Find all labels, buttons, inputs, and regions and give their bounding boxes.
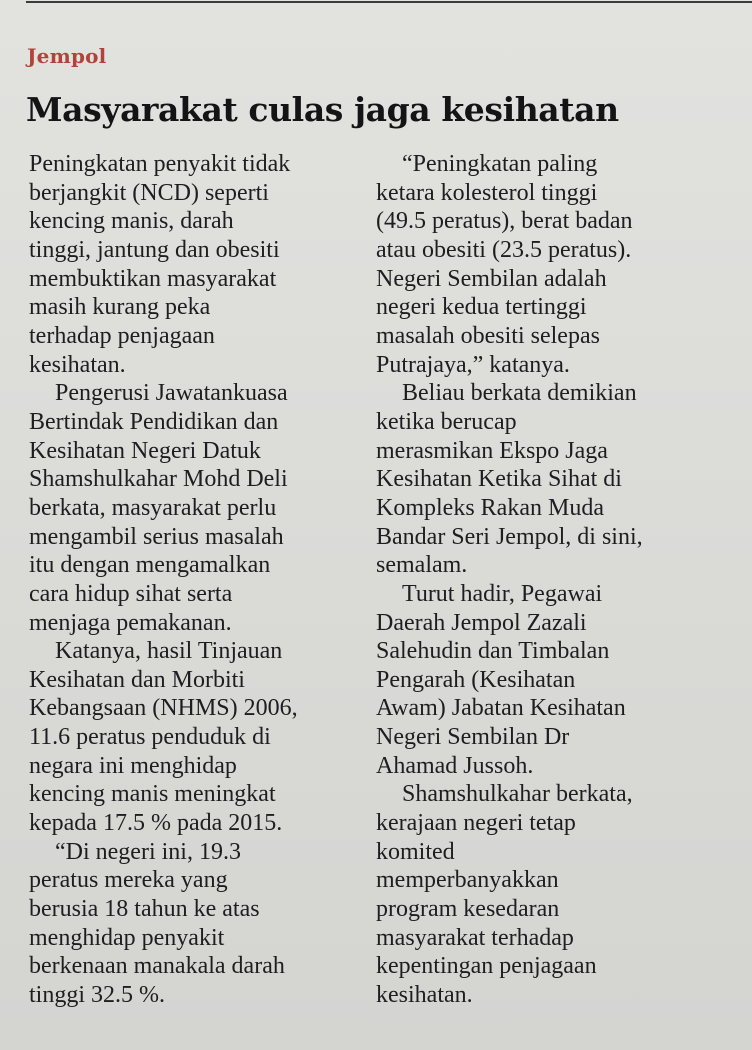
text-line: Pengerusi Jawatankuasa xyxy=(55,380,288,407)
text-line: “Peningkatan paling xyxy=(402,151,598,177)
article-paragraph xyxy=(376,580,736,781)
text-line: Shamshulkahar Mohd Deli xyxy=(29,466,288,493)
text-line: Kesihatan Negeri Datuk xyxy=(29,437,261,464)
article-paragraph xyxy=(29,838,369,1010)
text-line: berusia 18 tahun ke atas xyxy=(29,896,260,923)
text-line: Kesihatan dan Morbiti xyxy=(29,666,245,693)
text-line: negara ini menghidap xyxy=(29,752,237,779)
text-line: ketara kolesterol tinggi xyxy=(376,179,598,206)
text-line: Negeri Sembilan adalah xyxy=(376,265,607,292)
text-line: merasmikan Ekspo Jaga xyxy=(376,437,608,464)
article-paragraph xyxy=(376,780,736,1009)
text-line: cara hidup sihat serta xyxy=(29,580,233,607)
text-line: tinggi 32.5 %. xyxy=(29,982,165,1009)
text-line: memperbanyakkan xyxy=(376,867,559,894)
text-line: Turut hadir, Pegawai xyxy=(402,580,603,607)
text-line: Kebangsaan (NHMS) 2006, xyxy=(29,695,298,722)
top-rule xyxy=(26,1,752,3)
text-line: kencing manis, darah xyxy=(29,208,234,235)
text-line: Awam) Jabatan Kesihatan xyxy=(376,695,626,722)
text-line: semalam. xyxy=(376,552,468,579)
article-paragraph xyxy=(376,150,736,379)
text-line: Katanya, hasil Tinjauan xyxy=(55,638,283,665)
article-paragraph xyxy=(29,379,369,637)
text-line: berkenaan manakala darah xyxy=(29,953,285,980)
article-paragraph xyxy=(29,637,369,838)
article-paragraph xyxy=(29,150,369,379)
text-line: Peningkatan penyakit tidak xyxy=(29,151,291,177)
text-line: menjaga pemakanan. xyxy=(29,609,232,636)
text-line: Daerah Jempol Zazali xyxy=(376,609,587,636)
text-line: kesihatan. xyxy=(29,351,126,378)
text-line: 11.6 peratus penduduk di xyxy=(29,724,271,751)
text-line: peratus mereka yang xyxy=(29,867,228,894)
text-line: Salehudin dan Timbalan xyxy=(376,638,610,665)
section-label: Jempol xyxy=(27,44,107,68)
text-line: Bandar Seri Jempol, di sini, xyxy=(376,523,643,550)
text-line: komited xyxy=(376,838,455,865)
text-line: menghidap penyakit xyxy=(29,924,225,951)
text-line: kesihatan. xyxy=(376,982,473,1009)
text-line: berkata, masyarakat perlu xyxy=(29,494,277,521)
text-line: Shamshulkahar berkata, xyxy=(402,781,633,808)
text-line: masih kurang peka xyxy=(29,294,211,321)
article-column-left xyxy=(29,150,369,1010)
text-line: ketika berucap xyxy=(376,408,517,435)
text-line: Putrajaya,” katanya. xyxy=(376,351,570,378)
text-line: atau obesiti (23.5 peratus). xyxy=(376,236,632,263)
text-line: (49.5 peratus), berat badan xyxy=(376,208,633,235)
text-line: Beliau berkata demikian xyxy=(402,380,637,407)
text-line: Pengarah (Kesihatan xyxy=(376,666,576,693)
article-paragraph xyxy=(376,379,736,580)
text-line: “Di negeri ini, 19.3 xyxy=(55,838,241,865)
text-line: mengambil serius masalah xyxy=(29,523,284,550)
text-line: kepada 17.5 % pada 2015. xyxy=(29,810,283,837)
text-line: tinggi, jantung dan obesiti xyxy=(29,236,280,263)
text-line: program kesedaran xyxy=(376,896,560,923)
text-line: membuktikan masyarakat xyxy=(29,265,277,292)
text-line: Bertindak Pendidikan dan xyxy=(29,408,279,435)
text-line: kepentingan penjagaan xyxy=(376,953,597,980)
text-line: masyarakat terhadap xyxy=(376,924,574,951)
text-line: itu dengan mengamalkan xyxy=(29,552,271,579)
text-line: berjangkit (NCD) seperti xyxy=(29,179,269,206)
headline: Masyarakat culas jaga kesihatan xyxy=(26,90,619,129)
text-line: kencing manis meningkat xyxy=(29,781,276,808)
text-line: kerajaan negeri tetap xyxy=(376,810,576,837)
text-line: negeri kedua tertinggi xyxy=(376,294,587,321)
text-line: masalah obesiti selepas xyxy=(376,322,600,349)
text-line: Ahamad Jussoh. xyxy=(376,752,534,779)
text-line: Kesihatan Ketika Sihat di xyxy=(376,466,622,493)
article-column-right xyxy=(376,150,736,1010)
text-line: terhadap penjagaan xyxy=(29,322,215,349)
text-line: Negeri Sembilan Dr xyxy=(376,724,570,751)
text-line: Kompleks Rakan Muda xyxy=(376,494,604,521)
